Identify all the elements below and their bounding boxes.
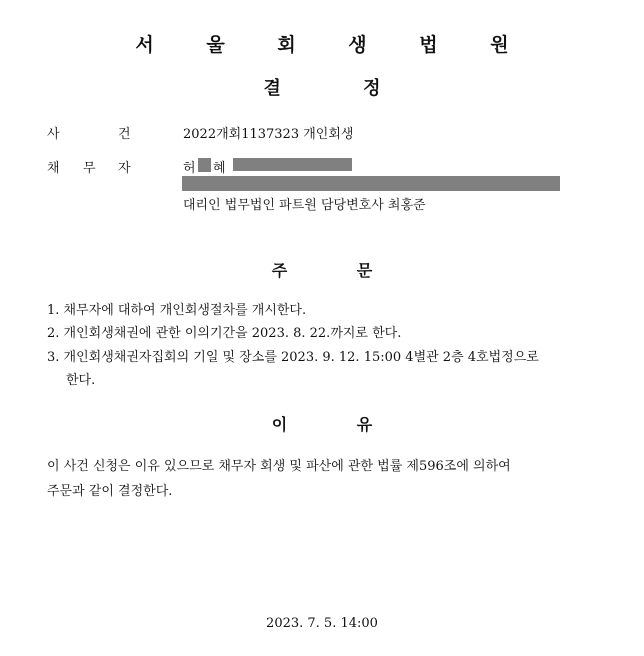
case-label-char-2: 건 — [118, 127, 131, 142]
order-item-2 — [47, 322, 401, 341]
order-item-1 — [47, 299, 306, 318]
agent-line: 대리인 법무법인 파트원 담당변호사 최홍준 — [183, 198, 426, 213]
order-item-number: 1. — [47, 303, 60, 318]
debtor-label-char-1: 채 — [47, 161, 60, 176]
order-item-number: 3. — [47, 350, 60, 365]
debtor-name-first: 허 — [183, 161, 196, 176]
court-name: 서 울 회 생 법 원 — [135, 34, 532, 56]
redaction-block-id — [233, 158, 352, 171]
reason-line-2: 주문과 같이 결정한다. — [47, 484, 173, 499]
order-section-title: 주 문 — [271, 261, 373, 280]
order-item-number: 2. — [47, 326, 60, 341]
order-item-3-continuation: 한다. — [66, 373, 96, 388]
reason-section-title: 이 유 — [271, 415, 373, 434]
redaction-block-address — [182, 176, 560, 191]
document-title: 결 정 — [263, 78, 381, 99]
case-label-char-1: 사 — [47, 127, 60, 142]
order-item-text: 개인회생채권에 관한 이의기간을 2023. 8. 22.까지로 한다. — [63, 326, 402, 341]
debtor-label-char-2: 무 — [83, 161, 96, 176]
debtor-name-last: 혜 — [213, 161, 226, 176]
redaction-block-name — [198, 158, 211, 172]
order-item-text: 개인회생채권자집회의 기일 및 장소를 2023. 9. 12. 15:00 4별관 2층 4호법정으로 — [63, 350, 539, 365]
decision-date: 2023. 7. 5. 14:00 — [266, 616, 378, 631]
debtor-label-char-3: 자 — [118, 161, 131, 176]
order-item-3 — [47, 346, 539, 365]
reason-line-1: 이 사건 신청은 이유 있으므로 채무자 회생 및 파산에 관한 법률 제596조에 의하여 — [47, 459, 511, 474]
case-number-value: 2022개회1137323 개인회생 — [183, 127, 354, 142]
order-item-text: 채무자에 대하여 개인회생절차를 개시한다. — [63, 303, 307, 318]
